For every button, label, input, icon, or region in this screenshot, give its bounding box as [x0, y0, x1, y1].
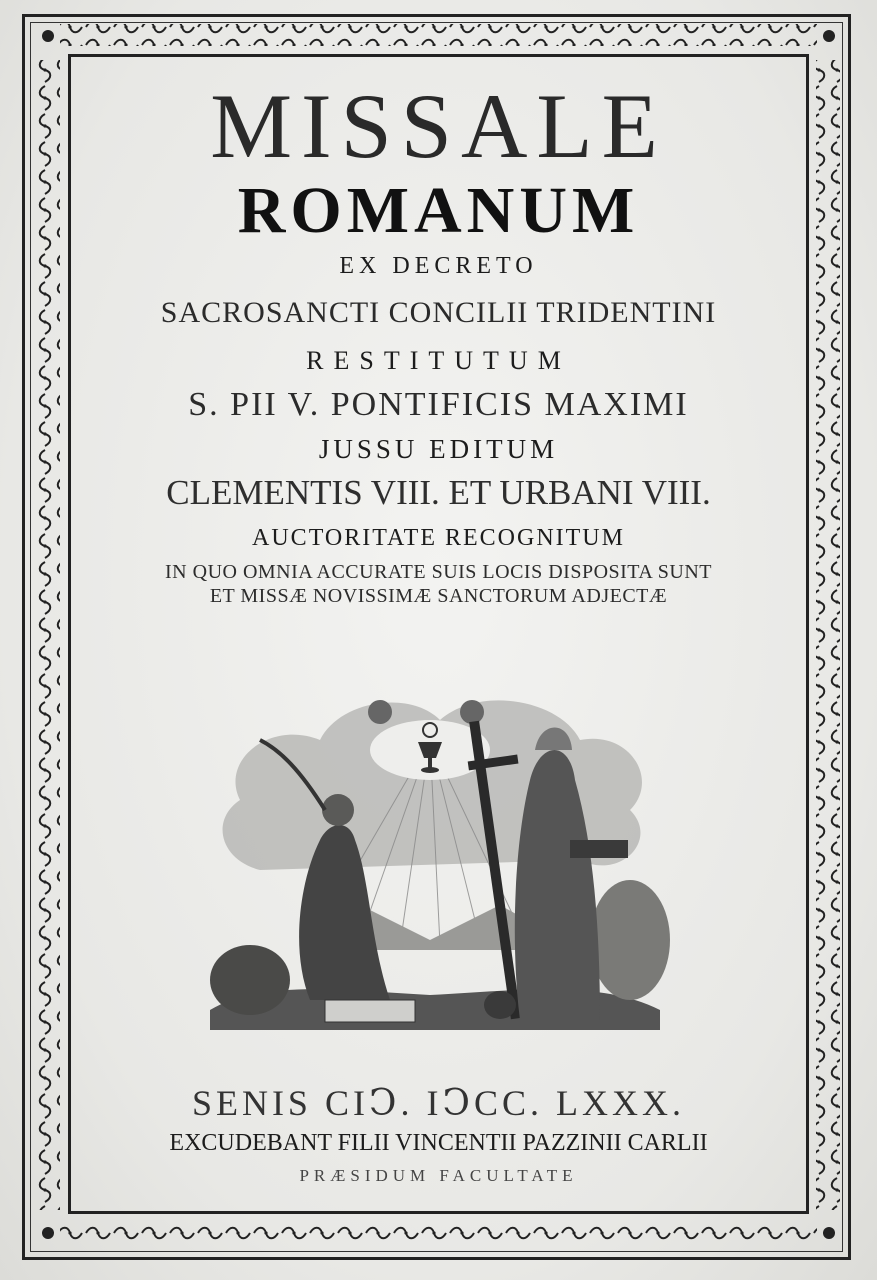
line-concilii: SACROSANCTI CONCILII TRIDENTINI: [160, 296, 717, 329]
imprint-permission: PRÆSIDUM FACULTATE: [299, 1166, 578, 1185]
line-restitutum: RESTITUTUM: [306, 346, 571, 375]
imprint-printer: EXCUDEBANT FILII VINCENTII PAZZINII CARLII: [169, 1130, 708, 1156]
line-pii-v: S. PII V. PONTIFICIS MAXIMI: [188, 386, 689, 423]
line-missae: ET MISSÆ NOVISSIMÆ SANCTORUM ADJECTÆ: [209, 585, 668, 607]
allegorical-engraving-icon: [200, 680, 670, 1040]
title-block: [80, 70, 797, 606]
line-auctoritate: AUCTORITATE RECOGNITUM: [252, 525, 625, 551]
line-ex-decreto: EX DECRETO: [339, 253, 538, 279]
line-jussu-editum: JUSSU EDITUM: [318, 434, 559, 464]
title-missale: MISSALE: [210, 75, 667, 177]
line-in-quo: IN QUO OMNIA ACCURATE SUIS LOCIS DISPOSITA SUNT: [165, 561, 712, 583]
line-clementis: CLEMENTIS VIII. ET URBANI VIII.: [166, 473, 711, 512]
imprint-place-date: SENIS CIↃ. IↃCC. LXXX.: [191, 1083, 686, 1123]
title-romanum: ROMANUM: [237, 174, 640, 247]
imprint-block: [80, 1085, 797, 1184]
